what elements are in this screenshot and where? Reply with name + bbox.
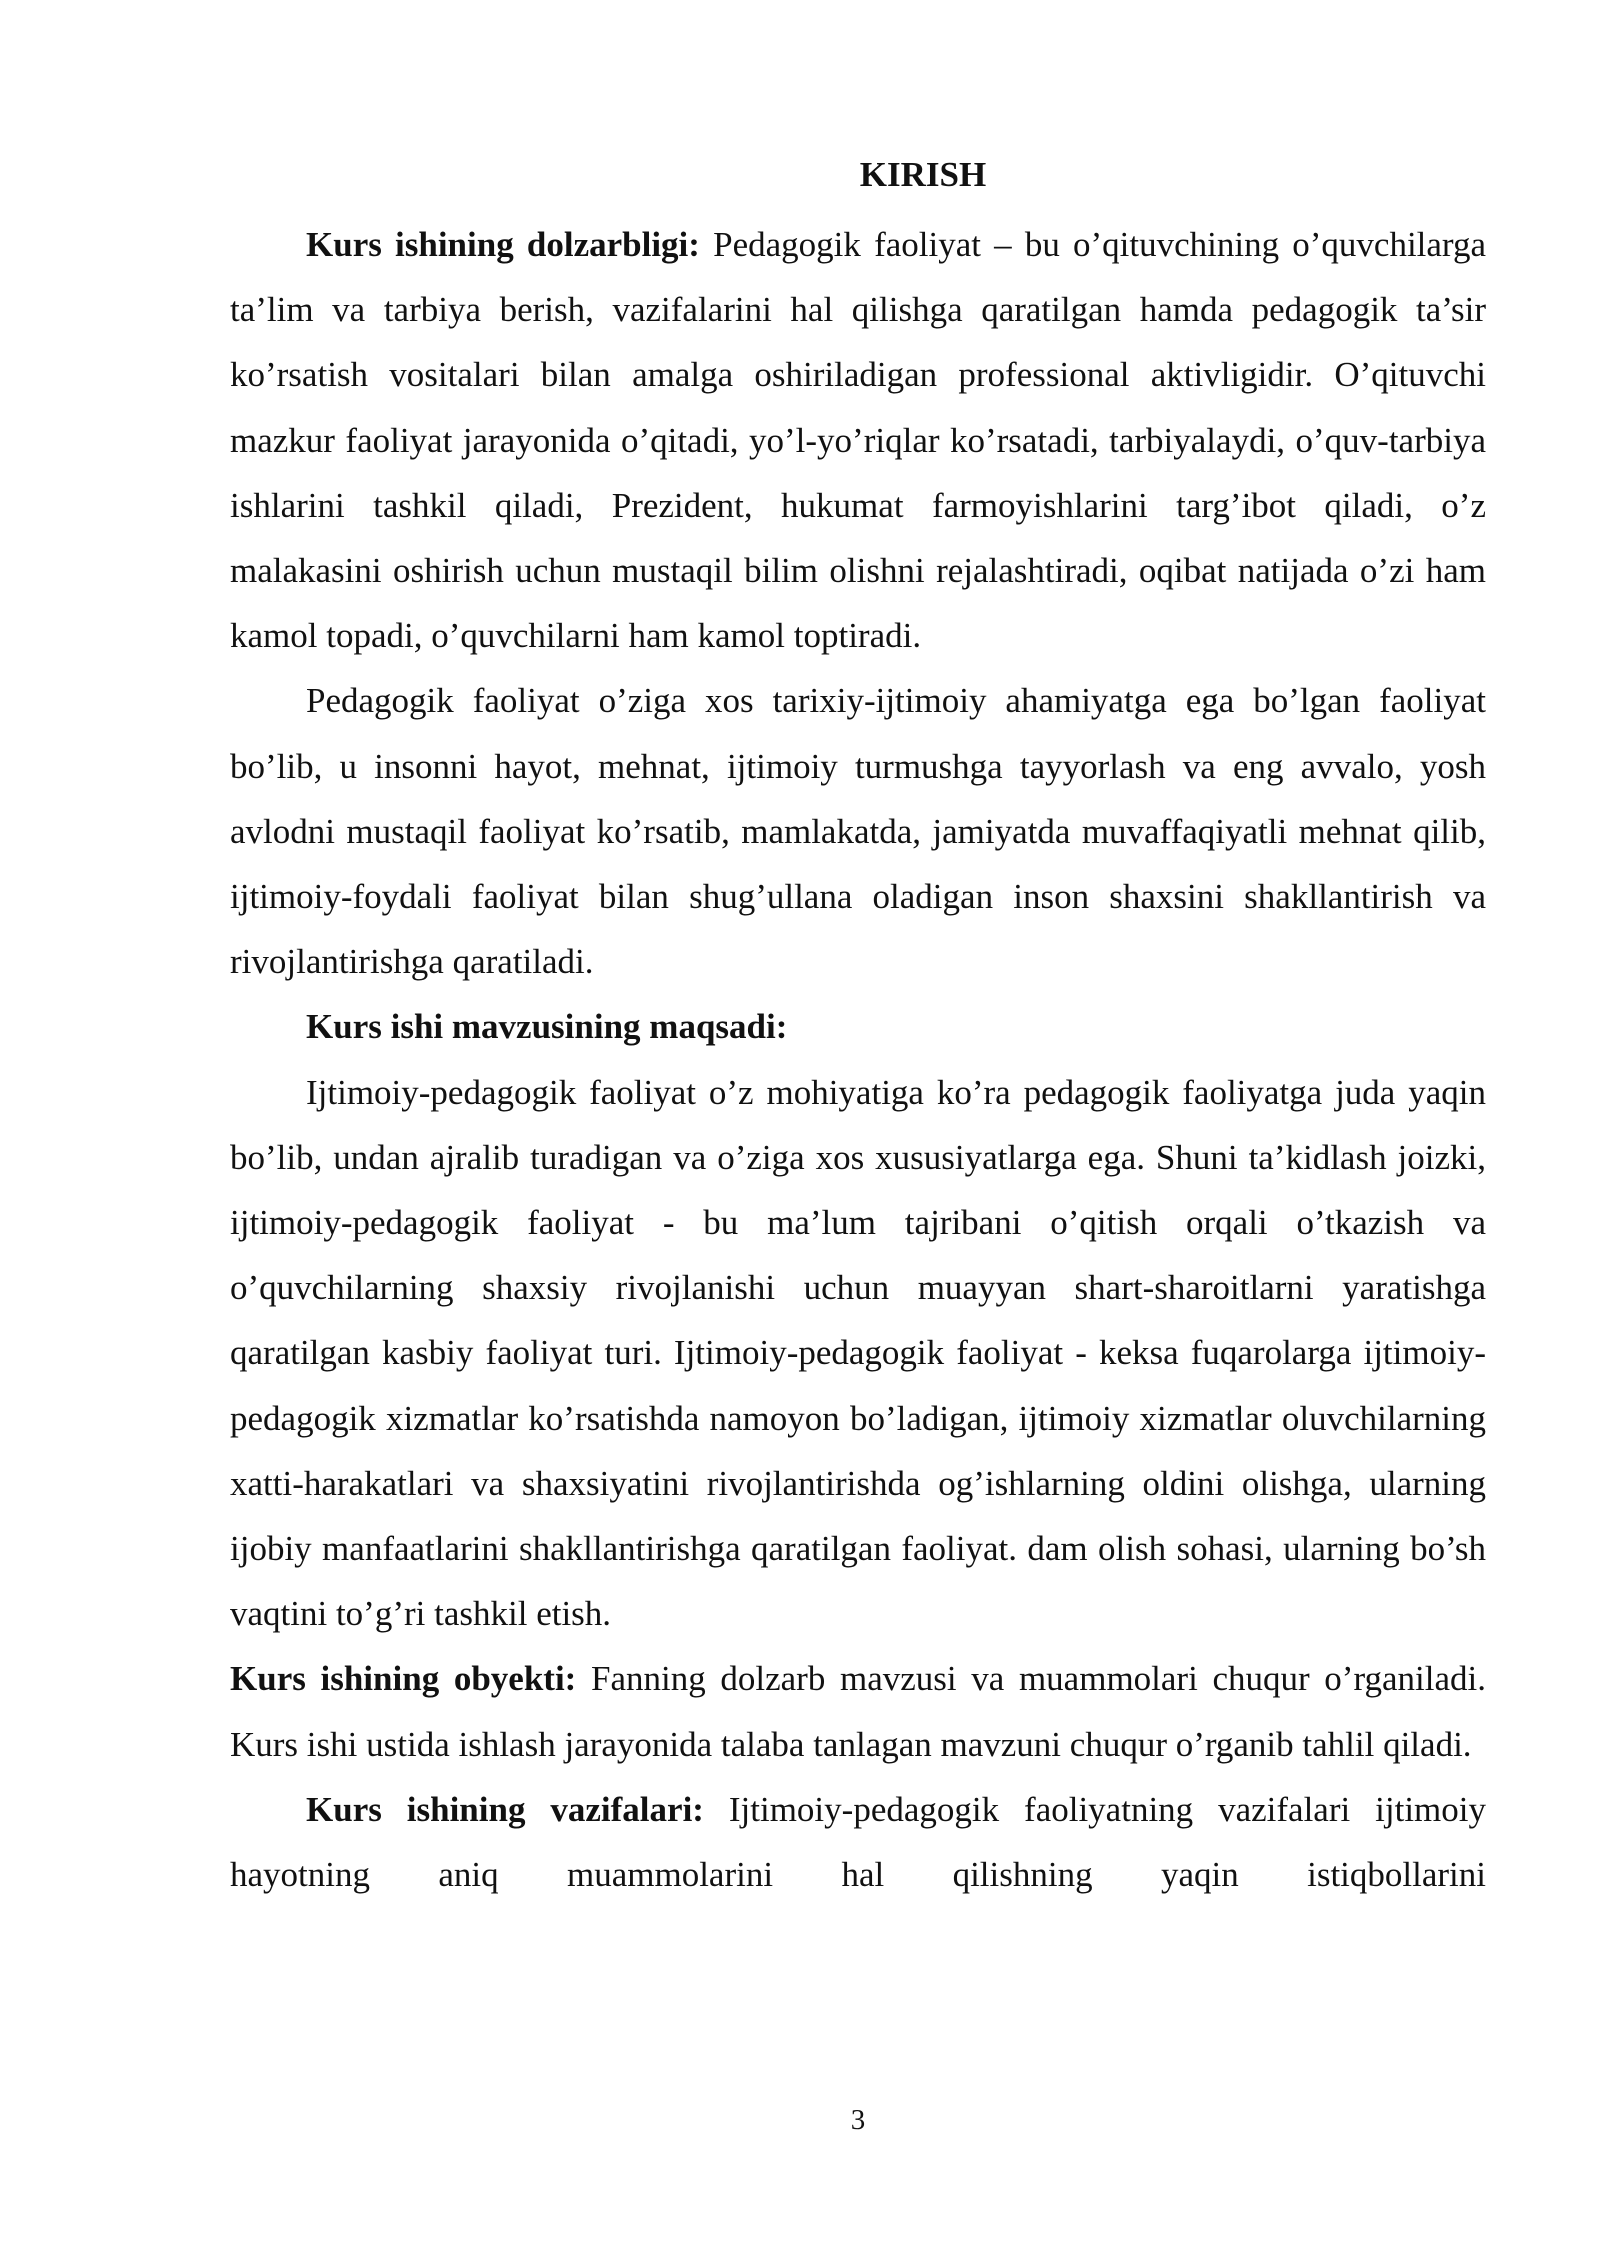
paragraph-object [230,1646,1486,1776]
tasks-heading: Kurs ishining vazifalari: [306,1789,704,1829]
page-content [230,148,1486,1907]
page-number: 3 [850,2104,866,2136]
page-title: KIRISH [859,155,987,194]
relevance-heading: Kurs ishining dolzarbligi: [306,225,700,264]
object-heading: Kurs ishining obyekti: [230,1659,577,1699]
tasks-text: Ijtimoiy-pedagogik faoliyatning vazifalari ijtimoiy hayotning aniq muammolarini hal qilishning yaqin istiqbollarini [230,1789,1486,1895]
object-text: Fanning dolzarb mavzusi va muammolari chuqur o’rganiladi. Kurs ishi ustida ishlash jarayonida talaba tanlagan mavzuni chuqur o’rganib tahlil qiladi. [230,1659,1486,1764]
paragraph-relevance [230,212,1486,668]
relevance-text: Pedagogik faoliyat – bu o’qituvchining o’quvchilarga ta’lim va tarbiya berish, vazifalarini hal qilishga qaratilgan hamda pedagogik ta’sir ko’rsatish vositalari bilan amalga oshiriladigan professional aktivligidir. O’qituvchi mazkur faoliyat jarayonida o’qitadi, yo’l-yo’riqlar ko’rsatadi, tarbiyalaydi, o’quv-tarbiya ishlarini tashkil qiladi, Prezident, hukumat farmoyishlarini targ’ibot qiladi, o’z malakasini oshirish uchun mustaqil bilim olishni rejalashtiradi, oqibat natijada o’zi ham kamol topadi, o’quvchilarni ham kamol toptiradi. [230,225,1486,656]
paragraph-tasks [230,1777,1486,1907]
goal-heading: Kurs ishi mavzusining maqsadi: [306,1007,788,1047]
paragraph-goal: Ijtimoiy-pedagogik faoliyat o’z mohiyatiga ko’ra pedagogik faoliyatga juda yaqin bo’lib, undan ajralib turadigan va o’ziga xos xususiyatlarga ega. Shuni ta’kidlash joizki, ijtimoiy-pedagogik faoliyat - bu ma’lum tajribani o’qitish orqali o’tkazish va o’quvchilarning shaxsiy rivojlanishi uchun muayyan shart-sharoitlarni yaratishga qaratilgan kasbiy faoliyat turi. Ijtimoiy-pedagogik faoliyat - keksa fuqarolarga ijtimoiy-pedagogik xizmatlar ko’rsatishda namoyon bo’ladigan, ijtimoiy xizmatlar oluvchilarning xatti-harakatlari va shaxsiyatini rivojlantirishda og’ishlarning oldini olishga, ularning ijobiy manfaatlarini shakllantirishga qaratilgan faoliyat. dam olish sohasi, ularning bo’sh vaqtini to’g’ri tashkil etish. [230,1072,1486,1634]
paragraph-relevance-2: Pedagogik faoliyat o’ziga xos tarixiy-ijtimoiy ahamiyatga ega bo’lgan faoliyat bo’lib, u insonni hayot, mehnat, ijtimoiy turmushga tayyorlash va eng avvalo, yosh avlodni mustaqil faoliyat ko’rsatib, mamlakatda, jamiyatda muvaffaqiyatli mehnat qilib, ijtimoiy-foydali faoliyat bilan shug’ullana oladigan inson shaxsini shakllantirish va rivojlantirishga qaratiladi. [230,681,1486,982]
